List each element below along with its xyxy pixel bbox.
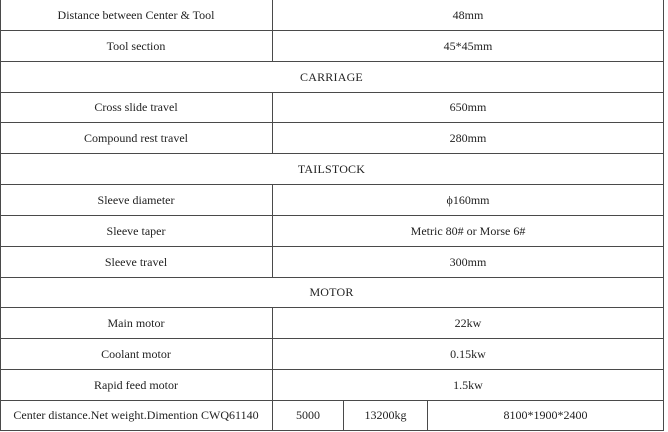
table-row [0, 0, 663, 31]
row-value: 45*45mm [443, 38, 493, 53]
table-row [0, 31, 663, 62]
summary-label: Center distance.Net weight.Dimention CWQ61140 [0, 401, 273, 430]
table-row [0, 339, 663, 370]
row-label: Rapid feed motor [0, 370, 273, 400]
center-distance-value: 5000 [273, 401, 344, 430]
table-row [0, 308, 663, 339]
row-label: Coolant motor [0, 339, 273, 369]
row-value: 1.5kw [453, 377, 483, 392]
section-title-tailstock: TAILSTOCK [297, 161, 366, 176]
table-row [0, 247, 663, 278]
row-label: Compound rest travel [0, 123, 273, 153]
row-label: Distance between Center & Tool [0, 0, 273, 30]
table-row-summary [0, 401, 663, 431]
table-row [0, 93, 663, 123]
row-value: 280mm [449, 130, 487, 145]
row-label: Sleeve travel [0, 247, 273, 277]
row-label: Sleeve diameter [0, 185, 273, 215]
row-value: 650mm [449, 100, 487, 114]
row-label: Tool section [0, 31, 273, 61]
row-value: 22kw [454, 315, 482, 330]
net-weight-value: 13200kg [344, 401, 428, 430]
dimension-value: 8100*1900*2400 [503, 408, 588, 422]
section-title-carriage: CARRIAGE [300, 69, 363, 84]
row-value: Metric 80# or Morse 6# [410, 223, 526, 238]
table-row [0, 123, 663, 154]
section-title-motor: MOTOR [309, 285, 354, 299]
section-header-row [0, 278, 663, 308]
table-row [0, 216, 663, 247]
row-value: 48mm [452, 7, 484, 22]
table-row [0, 370, 663, 401]
row-label: Sleeve taper [0, 216, 273, 246]
row-label: Cross slide travel [0, 93, 273, 122]
row-label: Main motor [0, 308, 273, 338]
row-value: ϕ160mm [446, 192, 490, 207]
section-header-row [0, 62, 663, 93]
section-header-row [0, 154, 663, 185]
row-value: 0.15kw [450, 346, 486, 361]
table-row [0, 185, 663, 216]
row-value: 300mm [449, 254, 487, 269]
